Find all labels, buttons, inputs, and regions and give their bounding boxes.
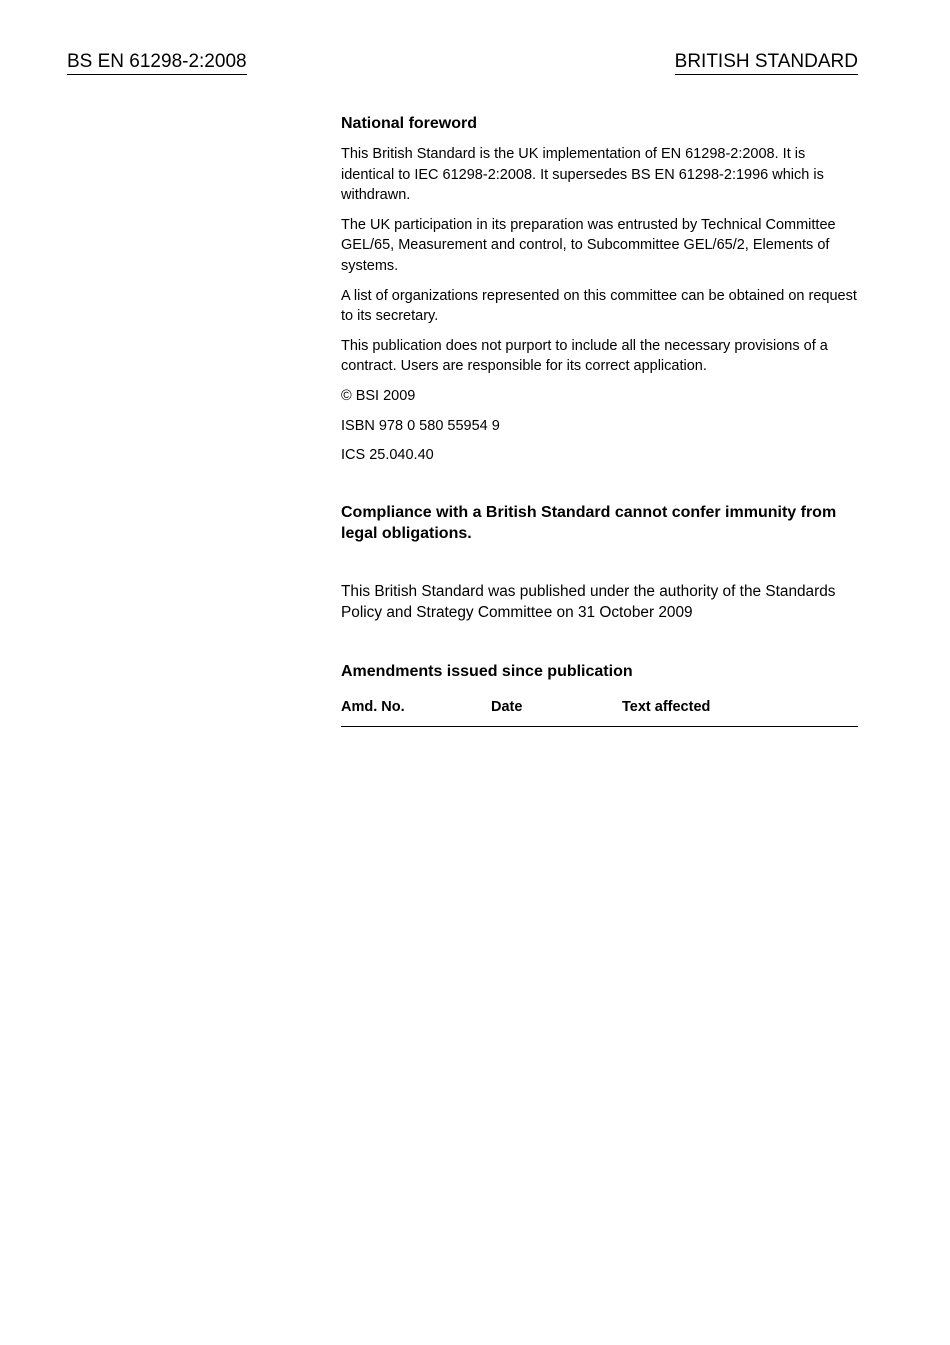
copyright-line: © BSI 2009 [341, 387, 416, 404]
document-number: BS EN 61298-2:2008 [67, 50, 247, 75]
amendments-heading: Amendments issued since publication [341, 662, 633, 680]
column-header-date: Date [491, 698, 523, 715]
foreword-paragraph-participation: The UK participation in its preparation was entrusted by Technical Committee GEL/65, Measurement and control, to Subcommittee GEL/65/2, Elements of systems. [341, 216, 836, 274]
isbn-line: ISBN 978 0 580 55954 9 [341, 417, 500, 434]
foreword-paragraph-organizations: A list of organizations represented on this committee can be obtained on request to its secretary. [341, 287, 857, 325]
foreword-heading: National foreword [341, 115, 478, 132]
column-header-amd-no: Amd. No. [341, 698, 405, 715]
ics-line: ICS 25.040.40 [341, 447, 434, 464]
authority-statement: This British Standard was published under the authority of the Standards Policy and Strategy Committee on 31 October 2009 [341, 582, 836, 621]
foreword-paragraph-implementation: This British Standard is the UK implementation of EN 61298-2:2008. It is identical to IEC 61298-2:2008. It supersedes BS EN 61298-2:1996 which is withdrawn. [341, 146, 824, 204]
amendments-table-header [341, 697, 858, 727]
standard-label: BRITISH STANDARD [675, 50, 858, 75]
column-header-text-affected: Text affected [622, 698, 711, 715]
foreword-paragraph-provisions: This publication does not purport to include all the necessary provisions of a contract. Users are responsible for its correct application. [341, 337, 828, 375]
compliance-statement: Compliance with a British Standard cannot confer immunity from legal obligations. [341, 503, 837, 542]
foreword-section [341, 113, 858, 727]
